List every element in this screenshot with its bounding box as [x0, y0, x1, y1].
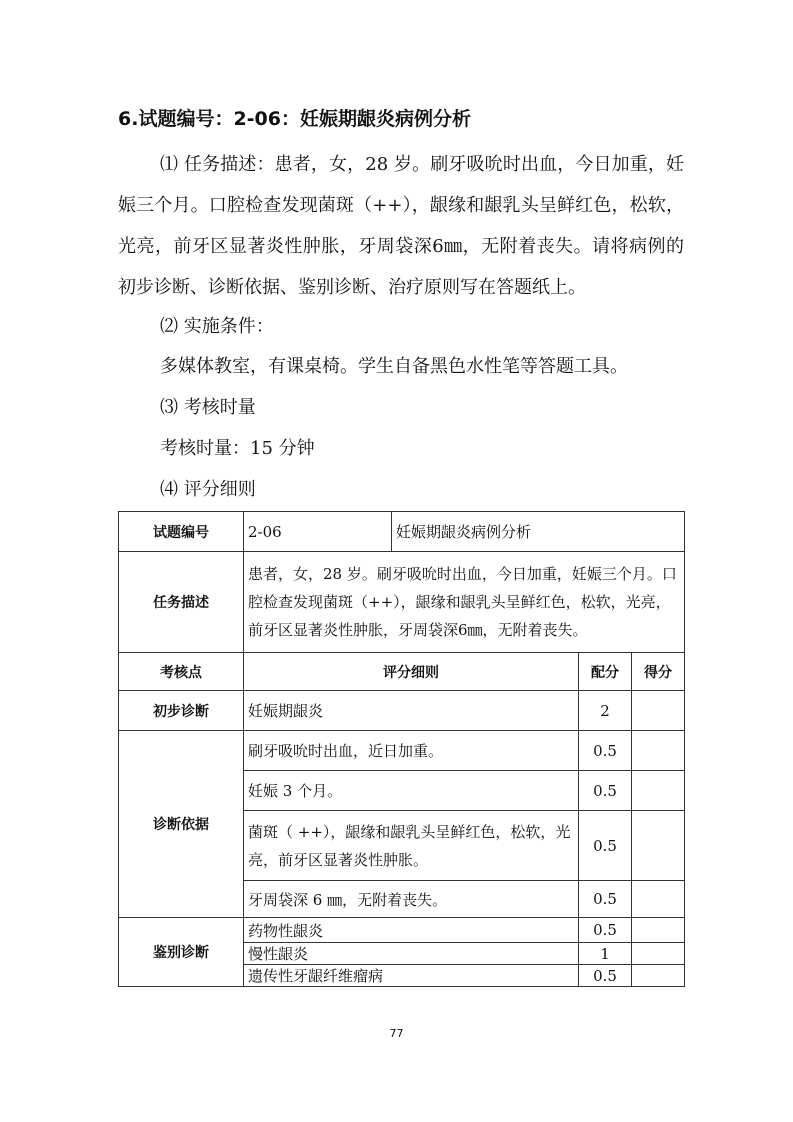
task-label: 任务描述 [119, 552, 244, 653]
basis-detail: 菌斑（ ++），龈缘和龈乳头呈鲜红色，松软，光亮，前牙区显著炎性肿胀。 [244, 811, 579, 881]
table-row [119, 731, 685, 771]
differential-score: 0.5 [579, 965, 632, 987]
differential-got [632, 918, 685, 943]
basis-score: 0.5 [579, 771, 632, 811]
scoring-label: ⑷ 评分细则 [160, 479, 256, 500]
basis-got [632, 771, 685, 811]
differential-detail: 慢性龈炎 [244, 943, 579, 965]
basis-label: 诊断依据 [119, 731, 244, 918]
table-row [119, 691, 685, 731]
header-point: 考核点 [119, 653, 244, 691]
basis-detail: 刷牙吸吮时出血，近日加重。 [244, 731, 579, 771]
differential-detail: 药物性龈炎 [244, 918, 579, 943]
id-label: 试题编号 [119, 512, 244, 552]
table-row [119, 552, 685, 653]
basis-score: 0.5 [579, 881, 632, 918]
basis-score: 0.5 [579, 731, 632, 771]
initial-detail: 妊娠期龈炎 [244, 691, 579, 731]
basis-score: 0.5 [579, 811, 632, 881]
initial-label: 初步诊断 [119, 691, 244, 731]
differential-score: 1 [579, 943, 632, 965]
header-got: 得分 [632, 653, 685, 691]
basis-got [632, 811, 685, 881]
table-row [119, 918, 685, 943]
header-detail: 评分细则 [244, 653, 579, 691]
table-row [119, 653, 685, 691]
basis-detail: 牙周袋深 6 ㎜，无附着丧失。 [244, 881, 579, 918]
conditions-label: ⑵ 实施条件： [160, 316, 274, 337]
time-text: 考核时量：15 分钟 [160, 438, 315, 459]
case-title: 妊娠期龈炎病例分析 [392, 512, 685, 552]
conditions-text: 多媒体教室，有课桌椅。学生自备黑色水性笔等答题工具。 [160, 356, 628, 377]
differential-got [632, 965, 685, 987]
section-heading: 6.试题编号：2-06：妊娠期龈炎病例分析 [118, 108, 471, 130]
differential-got [632, 943, 685, 965]
basis-detail: 妊娠 3 个月。 [244, 771, 579, 811]
scoring-table [118, 511, 685, 987]
page-number: 77 [389, 1027, 404, 1040]
initial-score: 2 [579, 691, 632, 731]
table-row [119, 512, 685, 552]
differential-label: 鉴别诊断 [119, 918, 244, 987]
id-value: 2-06 [244, 512, 392, 552]
header-score: 配分 [579, 653, 632, 691]
initial-got [632, 691, 685, 731]
task-description: ⑴ 任务描述：患者，女，28 岁。刷牙吸吮时出血，今日加重，妊娠三个月。口腔检查发现菌斑（++），龈缘和龈乳头呈鲜红色，松软，光亮，前牙区显著炎性肿胀，牙周袋深6㎜，无附着丧失。请将病例的初步诊断、诊断依据、鉴别诊断、治疗原则写在答题纸上。 [118, 154, 684, 298]
basis-got [632, 881, 685, 918]
task-text: 患者，女，28 岁。刷牙吸吮时出血，今日加重，妊娠三个月。口腔检查发现菌斑（++），龈缘和龈乳头呈鲜红色，松软，光亮，前牙区显著炎性肿胀，牙周袋深6㎜，无附着丧失。 [244, 552, 685, 653]
basis-got [632, 731, 685, 771]
differential-detail: 遗传性牙龈纤维瘤病 [244, 965, 579, 987]
differential-score: 0.5 [579, 918, 632, 943]
time-label: ⑶ 考核时量 [160, 397, 256, 418]
